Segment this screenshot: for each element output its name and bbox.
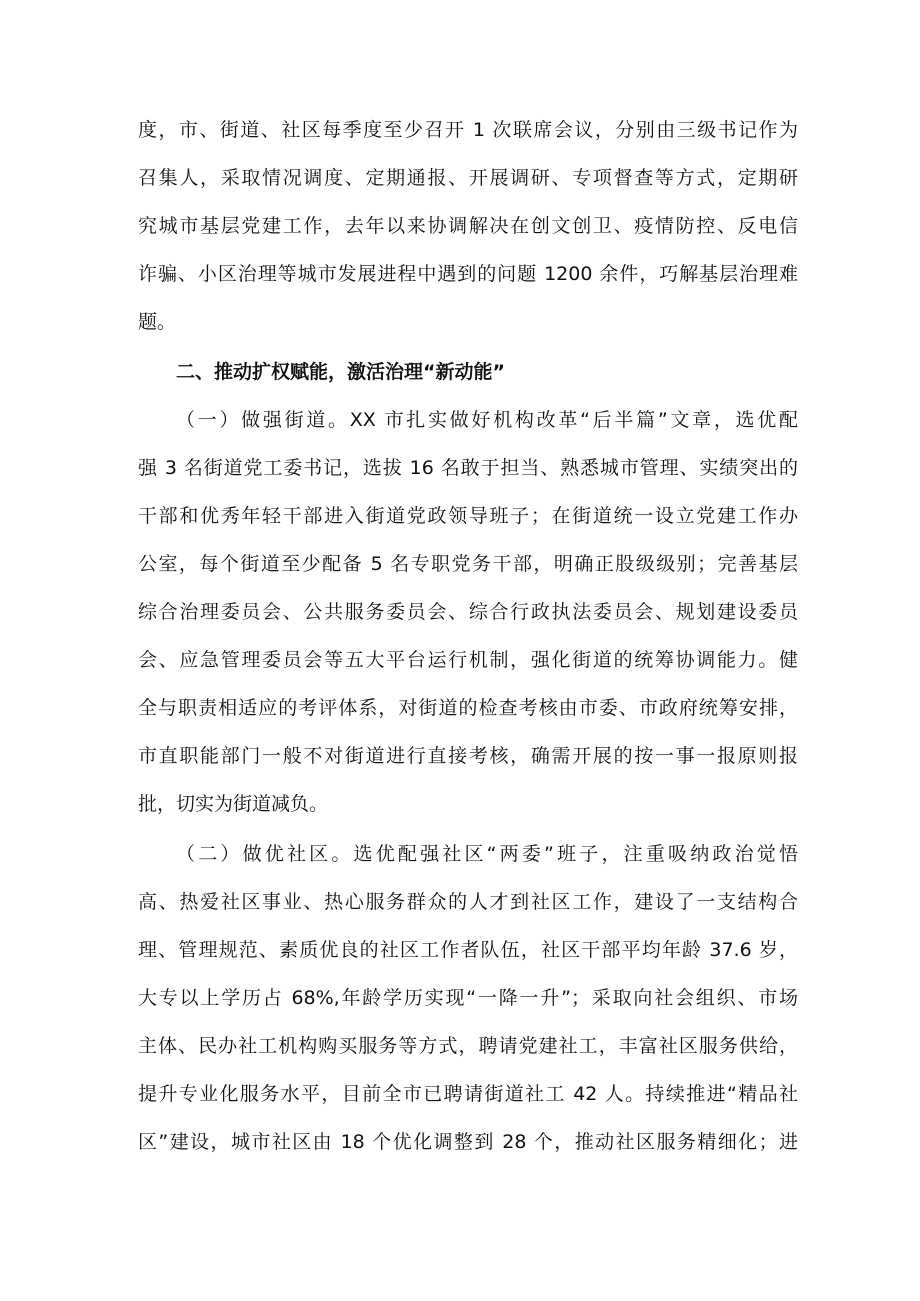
paragraph-2-line-6: 会、应急管理委员会等五大平台运行机制，强化街道的统筹协调能力。健 (138, 649, 798, 671)
paragraph-3-line-5: 主体、民办社工机构购买服务等方式，聘请党建社工，丰富社区服务供给， (138, 1035, 798, 1057)
paragraph-3-line-6: 提升专业化服务水平，目前全市已聘请街道社工 42 人。持续推进“精品社 (138, 1083, 798, 1105)
paragraph-1-line-3: 究城市基层党建工作，去年以来协调解决在创文创卫、疫情防控、反电信 (138, 215, 798, 237)
paragraph-3-line-4: 大专以上学历占 68%,年龄学历实现“一降一升”；采取向社会组织、市场 (138, 987, 798, 1009)
paragraph-1-line-1: 度，市、街道、社区每季度至少召开 1 次联席会议，分别由三级书记作为 (138, 119, 798, 141)
paragraph-1-line-5: 题。 (138, 311, 177, 333)
paragraph-3-line-2: 高、热爱社区事业、热心服务群众的人才到社区工作，建设了一支结构合 (138, 891, 798, 913)
section-heading: 二、推动扩权赋能，激活治理“新动能” (176, 361, 505, 383)
paragraph-2-line-2: 强 3 名街道党工委书记，选拔 16 名敢于担当、熟悉城市管理、实绩突出的 (138, 457, 798, 479)
paragraph-3-line-3: 理、管理规范、素质优良的社区工作者队伍，社区干部平均年龄 37.6 岁， (138, 939, 798, 961)
paragraph-2-line-4: 公室，每个街道至少配备 5 名专职党务干部，明确正股级级别；完善基层 (138, 553, 798, 575)
paragraph-2-line-7: 全与职责相适应的考评体系，对街道的检查考核由市委、市政府统筹安排， (138, 697, 798, 719)
paragraph-1-line-4: 诈骗、小区治理等城市发展进程中遇到的问题 1200 余件，巧解基层治理难 (138, 263, 798, 285)
paragraph-3-line-7: 区”建设，城市社区由 18 个优化调整到 28 个，推动社区服务精细化；进 (138, 1131, 798, 1153)
paragraph-2-line-5: 综合治理委员会、公共服务委员会、综合行政执法委员会、规划建设委员 (138, 601, 798, 623)
paragraph-2-line-9: 批，切实为街道减负。 (138, 793, 329, 815)
paragraph-2-line-1: （一）做强街道。XX 市扎实做好机构改革“后半篇”文章，选优配 (176, 409, 798, 431)
paragraph-2-line-3: 干部和优秀年轻干部进入街道党政领导班子；在街道统一设立党建工作办 (138, 505, 798, 527)
paragraph-1-line-2: 召集人，采取情况调度、定期通报、开展调研、专项督查等方式，定期研 (138, 167, 798, 189)
paragraph-3-line-1: （二）做优社区。选优配强社区“两委”班子，注重吸纳政治觉悟 (176, 843, 798, 865)
paragraph-2-line-8: 市直职能部门一般不对街道进行直接考核，确需开展的按一事一报原则报 (138, 745, 798, 767)
